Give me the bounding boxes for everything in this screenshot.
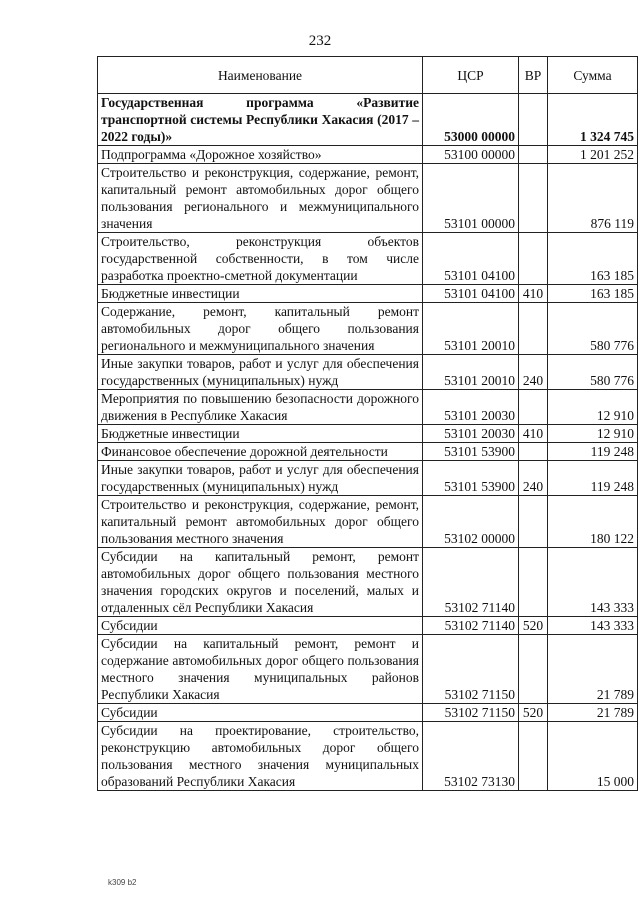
cell-sum: 580 776	[548, 303, 638, 355]
cell-csr: 53102 73130	[423, 722, 519, 791]
cell-vr: 520	[519, 617, 548, 635]
cell-name: Финансовое обеспечение дорожной деятельности	[98, 443, 423, 461]
cell-sum: 1 324 745	[548, 94, 638, 146]
cell-name: Строительство, реконструкция объектов государственной собственности, в том числе разработка проектно-сметной документации	[98, 233, 423, 285]
table-row	[98, 425, 638, 443]
cell-csr: 53101 20030	[423, 390, 519, 425]
cell-sum: 163 185	[548, 233, 638, 285]
cell-sum: 143 333	[548, 617, 638, 635]
table-row	[98, 722, 638, 791]
cell-vr	[519, 303, 548, 355]
table-row	[98, 233, 638, 285]
cell-csr: 53100 00000	[423, 146, 519, 164]
cell-name: Субсидии на капитальный ремонт, ремонт автомобильных дорог общего пользования местного значения городских округов и поселений, малых и отдаленных сёл Республики Хакасия	[98, 548, 423, 617]
header-csr: ЦСР	[423, 57, 519, 94]
cell-name: Субсидии на проектирование, строительство, реконструкцию автомобильных дорог общего пользования местного значения муниципальных образований Республики Хакасия	[98, 722, 423, 791]
cell-sum: 15 000	[548, 722, 638, 791]
cell-csr: 53101 04100	[423, 285, 519, 303]
cell-name: Иные закупки товаров, работ и услуг для обеспечения государственных (муниципальных) нужд	[98, 461, 423, 496]
cell-name: Субсидии на капитальный ремонт, ремонт и содержание автомобильных дорог общего пользования местного значения муниципальных районов Республики Хакасия	[98, 635, 423, 704]
cell-csr: 53101 53900	[423, 443, 519, 461]
cell-csr: 53102 00000	[423, 496, 519, 548]
table-row	[98, 704, 638, 722]
table-row	[98, 285, 638, 303]
cell-csr: 53102 71140	[423, 548, 519, 617]
header-vr: ВР	[519, 57, 548, 94]
cell-name: Субсидии	[98, 704, 423, 722]
table-row	[98, 617, 638, 635]
cell-name: Бюджетные инвестиции	[98, 285, 423, 303]
cell-name: Мероприятия по повышению безопасности дорожного движения в Республике Хакасия	[98, 390, 423, 425]
cell-vr	[519, 722, 548, 791]
cell-vr	[519, 94, 548, 146]
cell-vr: 410	[519, 425, 548, 443]
cell-csr: 53101 20010	[423, 355, 519, 390]
cell-vr	[519, 496, 548, 548]
page-number: 232	[308, 33, 332, 49]
budget-table	[97, 56, 638, 791]
cell-sum: 143 333	[548, 548, 638, 617]
cell-name: Государственная программа «Развитие транспортной системы Республики Хакасия (2017 – 2022 годы)»	[98, 94, 423, 146]
cell-csr: 53101 20030	[423, 425, 519, 443]
table-row	[98, 146, 638, 164]
cell-csr: 53000 00000	[423, 94, 519, 146]
table-row	[98, 496, 638, 548]
table-row	[98, 303, 638, 355]
cell-csr: 53101 20010	[423, 303, 519, 355]
cell-name: Иные закупки товаров, работ и услуг для обеспечения государственных (муниципальных) нужд	[98, 355, 423, 390]
cell-name: Строительство и реконструкция, содержание, ремонт, капитальный ремонт автомобильных дорог общего пользования регионального и межмуниципального значения	[98, 164, 423, 233]
cell-vr	[519, 146, 548, 164]
cell-vr	[519, 233, 548, 285]
table-row	[98, 461, 638, 496]
cell-vr: 240	[519, 461, 548, 496]
cell-vr	[519, 443, 548, 461]
cell-sum: 163 185	[548, 285, 638, 303]
cell-name: Содержание, ремонт, капитальный ремонт автомобильных дорог общего пользования регионального и межмуниципального значения	[98, 303, 423, 355]
cell-sum: 119 248	[548, 461, 638, 496]
table-row	[98, 390, 638, 425]
cell-sum: 12 910	[548, 425, 638, 443]
footer-code: k309 b2	[108, 878, 137, 887]
cell-csr: 53101 53900	[423, 461, 519, 496]
cell-sum: 876 119	[548, 164, 638, 233]
cell-sum: 119 248	[548, 443, 638, 461]
cell-name: Субсидии	[98, 617, 423, 635]
table-row	[98, 94, 638, 146]
cell-vr	[519, 390, 548, 425]
cell-csr: 53101 00000	[423, 164, 519, 233]
cell-name: Подпрограмма «Дорожное хозяйство»	[98, 146, 423, 164]
cell-csr: 53102 71150	[423, 704, 519, 722]
table-row	[98, 635, 638, 704]
table-row	[98, 443, 638, 461]
cell-sum: 580 776	[548, 355, 638, 390]
table-body	[98, 94, 638, 791]
cell-vr	[519, 548, 548, 617]
table-row	[98, 355, 638, 390]
cell-sum: 21 789	[548, 635, 638, 704]
header-sum: Сумма	[548, 57, 638, 94]
cell-sum: 180 122	[548, 496, 638, 548]
cell-name: Бюджетные инвестиции	[98, 425, 423, 443]
cell-sum: 1 201 252	[548, 146, 638, 164]
cell-vr	[519, 635, 548, 704]
table-row	[98, 548, 638, 617]
cell-name: Строительство и реконструкция, содержание, ремонт, капитальный ремонт автомобильных дорог общего пользования местного значения	[98, 496, 423, 548]
cell-vr: 520	[519, 704, 548, 722]
header-name: Наименование	[98, 57, 423, 94]
cell-sum: 21 789	[548, 704, 638, 722]
cell-vr	[519, 164, 548, 233]
cell-sum: 12 910	[548, 390, 638, 425]
cell-vr: 410	[519, 285, 548, 303]
cell-csr: 53101 04100	[423, 233, 519, 285]
cell-csr: 53102 71140	[423, 617, 519, 635]
cell-csr: 53102 71150	[423, 635, 519, 704]
table-header-row	[98, 57, 638, 94]
table-row	[98, 164, 638, 233]
cell-vr: 240	[519, 355, 548, 390]
